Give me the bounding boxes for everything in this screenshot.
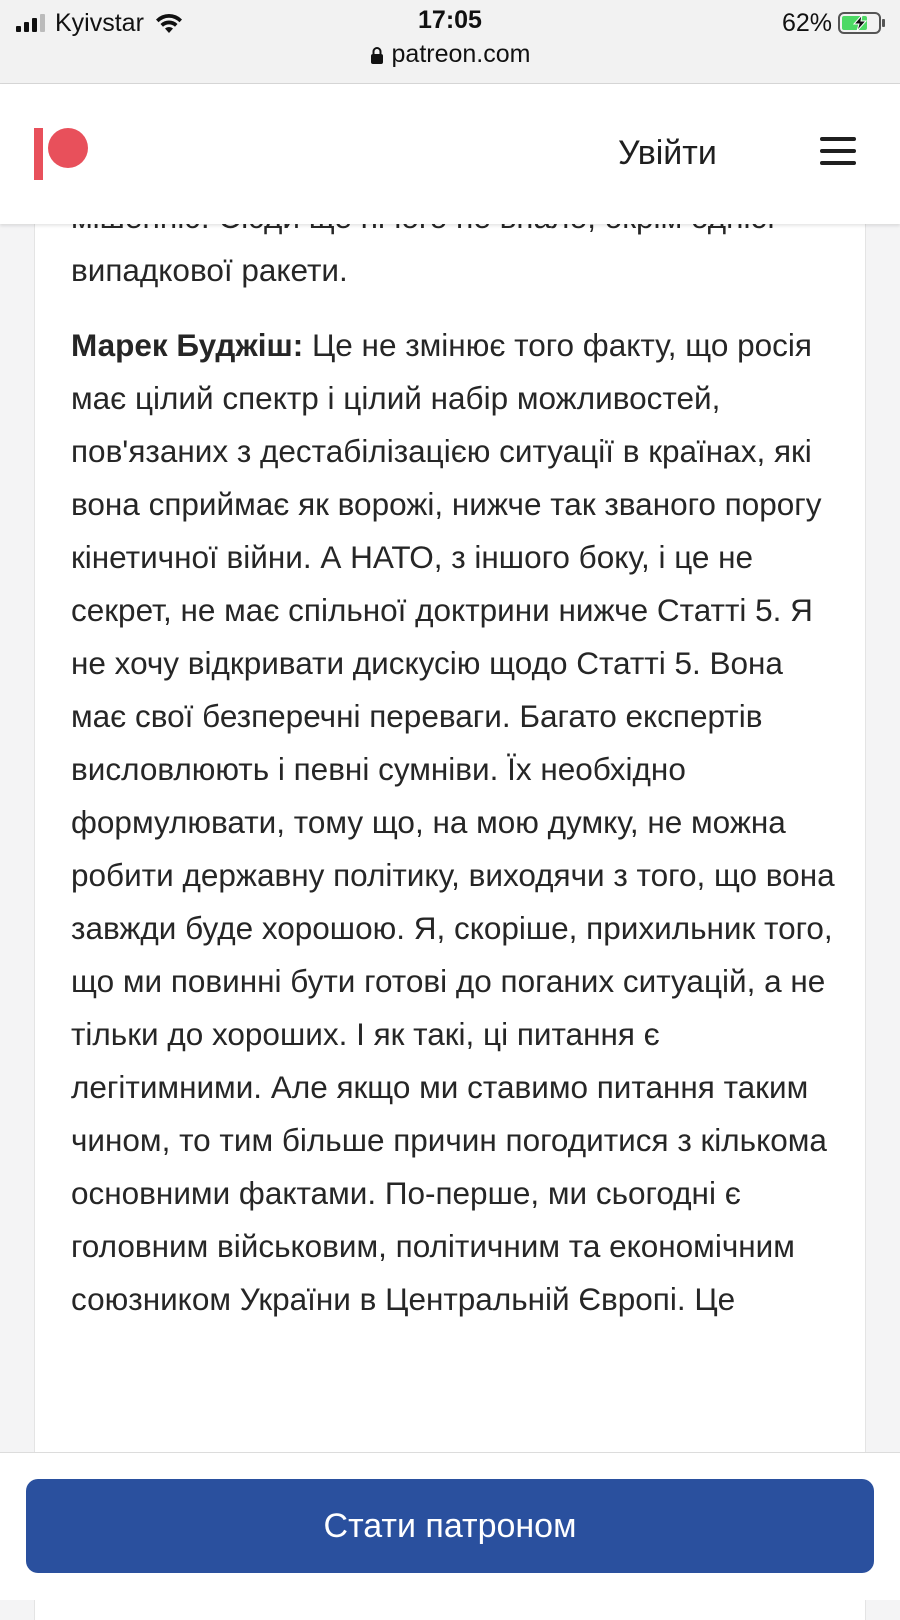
speaker-quote: Це не змінює того факту, що росія має цілий спектр і цілий набір можливостей, пов'язаних з дестабілізацією ситуації в країнах, які вона сприймає як ворожі, нижче так званого порогу кінетичної війни. А НАТО, з іншого боку, і це не секрет, не має спільної доктрини нижче Статті 5. Я не хочу відкривати дискусію щодо Статті 5. Вона має свої безперечні переваги. Багато експертів висловлюють і певні сумніви. Їх необхідно формулювати, тому що, на мою думку, не можна робити державну політику, виходячи з того, що вона завжди буде хорошою. Я, скоріше, прихильник того, що ми повинні бути готові до поганих ситуацій, а не тільки до хороших. І як такі, ці питання є легітимними. Але якщо ми ставимо питання таким чином, то тим більше причин погодитися з кількома основними фактами. По-перше, ми сьогодні є головним військовим, політичним та економічним союзником України в Центральній Європі. Це [71,327,835,1317]
hamburger-menu-icon[interactable] [820,137,856,167]
battery-charging-icon [838,12,886,34]
article-paragraph-intro: випадкової ракети. [71,252,348,288]
status-time: 17:05 [418,6,482,34]
status-bar [0,0,900,84]
url-text: patreon.com [391,40,531,68]
article-paragraph [71,319,841,1326]
address-bar[interactable] [0,40,900,69]
article-text [71,191,841,1326]
patreon-logo[interactable] [34,128,90,180]
login-link[interactable]: Увійти [618,134,717,172]
lock-icon [370,46,384,64]
battery-percentage: 62% [781,8,832,37]
speaker-name: Марек Буджіш: [71,327,304,363]
status-right [782,8,886,38]
carrier-name: Kyivstar [55,8,144,37]
become-patron-button[interactable]: Стати патроном [26,1479,874,1573]
cta-bar [0,1452,900,1595]
post-content [34,150,866,1620]
site-header [0,84,900,224]
